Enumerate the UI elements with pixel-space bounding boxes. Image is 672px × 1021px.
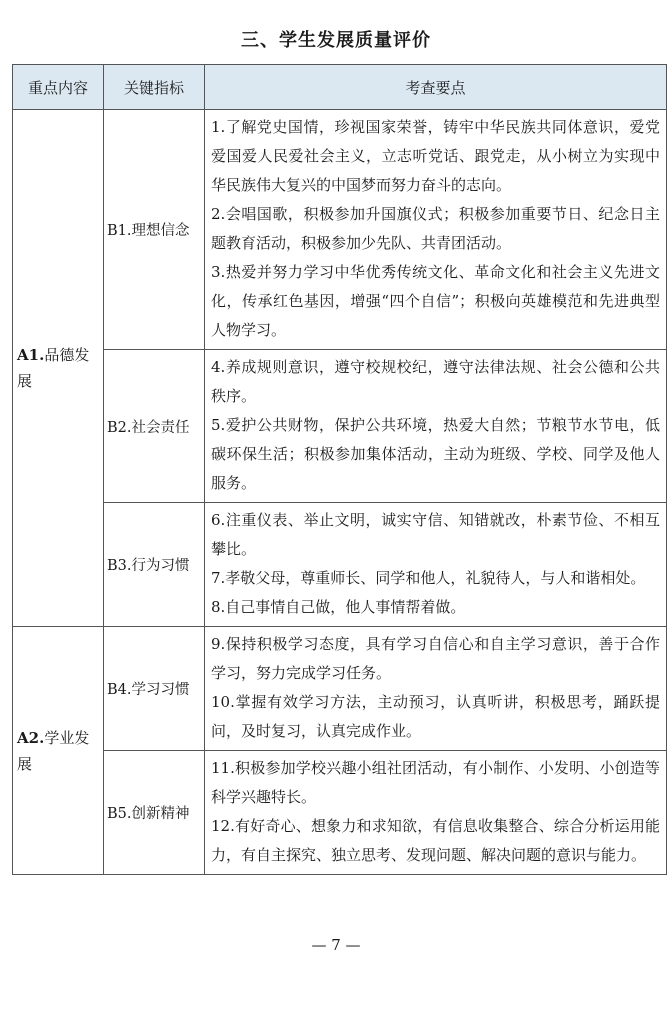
point-item: 1.了解党史国情，珍视国家荣誉，铸牢中华民族共同体意识，爱党爱国爱人民爱社会主义，立志听党话、跟党走，从小树立为实现中华民族伟大复兴的中国梦而努力奋斗的志向。 xyxy=(211,118,660,194)
points-cell-b4 xyxy=(205,627,667,751)
point-item: 2.会唱国歌，积极参加升国旗仪式；积极参加重要节日、纪念日主题教育活动，积极参加少先队、共青团活动。 xyxy=(211,205,660,252)
indicator-b1: B1.理想信念 xyxy=(104,110,205,350)
indicator-b2: B2.社会责任 xyxy=(104,350,205,503)
table-row xyxy=(13,503,667,627)
header-points: 考查要点 xyxy=(205,65,667,110)
table-row xyxy=(13,350,667,503)
page-title: 三、学生发展质量评价 xyxy=(241,30,431,51)
indicator-b3: B3.行为习惯 xyxy=(104,503,205,627)
header-focus: 重点内容 xyxy=(13,65,104,110)
header-indicator: 关键指标 xyxy=(104,65,205,110)
table-row xyxy=(13,627,667,751)
point-item: 6.注重仪表、举止文明，诚实守信、知错就改，朴素节俭、不相互攀比。 xyxy=(211,511,660,558)
focus-id: A1. xyxy=(17,346,45,364)
point-item: 7.孝敬父母，尊重师长、同学和他人，礼貌待人，与人和谐相处。 xyxy=(211,569,646,587)
points-cell-b2 xyxy=(205,350,667,503)
points-cell-b1 xyxy=(205,110,667,350)
focus-text: 学业发展 xyxy=(17,728,90,773)
point-item: 12.有好奇心、想象力和求知欲，有信息收集整合、综合分析运用能力，有自主探究、独立思考、发现问题、解决问题的意识与能力。 xyxy=(211,817,660,864)
page-number: — 7 — xyxy=(311,936,361,954)
evaluation-table xyxy=(12,64,667,875)
table-row xyxy=(13,110,667,350)
point-item: 10.掌握有效学习方法，主动预习，认真听讲，积极思考，踊跃提问，及时复习，认真完成作业。 xyxy=(211,693,660,740)
point-item: 9.保持积极学习态度，具有学习自信心和自主学习意识，善于合作学习，努力完成学习任务。 xyxy=(211,635,660,682)
focus-cell-a2 xyxy=(13,627,104,875)
focus-text: 品德发展 xyxy=(17,346,90,390)
indicator-b5: B5.创新精神 xyxy=(104,751,205,875)
point-item: 3.热爱并努力学习中华优秀传统文化、革命文化和社会主义先进文化，传承红色基因，增强“四个自信”；积极向英雄模范和先进典型人物学习。 xyxy=(211,263,660,339)
point-item: 4.养成规则意识，遵守校规校纪，遵守法律法规、社会公德和公共秩序。 xyxy=(211,358,660,405)
point-item: 5.爱护公共财物，保护公共环境，热爱大自然；节粮节水节电，低碳环保生活；积极参加集体活动，主动为班级、学校、同学及他人服务。 xyxy=(211,416,660,492)
point-item: 8.自己事情自己做，他人事情帮着做。 xyxy=(211,598,466,616)
points-cell-b3 xyxy=(205,503,667,627)
points-cell-b5 xyxy=(205,751,667,875)
point-item: 11.积极参加学校兴趣小组社团活动，有小制作、小发明、小创造等科学兴趣特长。 xyxy=(211,759,660,806)
focus-id: A2. xyxy=(17,728,45,747)
focus-cell-a1 xyxy=(13,110,104,627)
table-header-row xyxy=(13,65,667,110)
table-row xyxy=(13,751,667,875)
indicator-b4: B4.学习习惯 xyxy=(104,627,205,751)
